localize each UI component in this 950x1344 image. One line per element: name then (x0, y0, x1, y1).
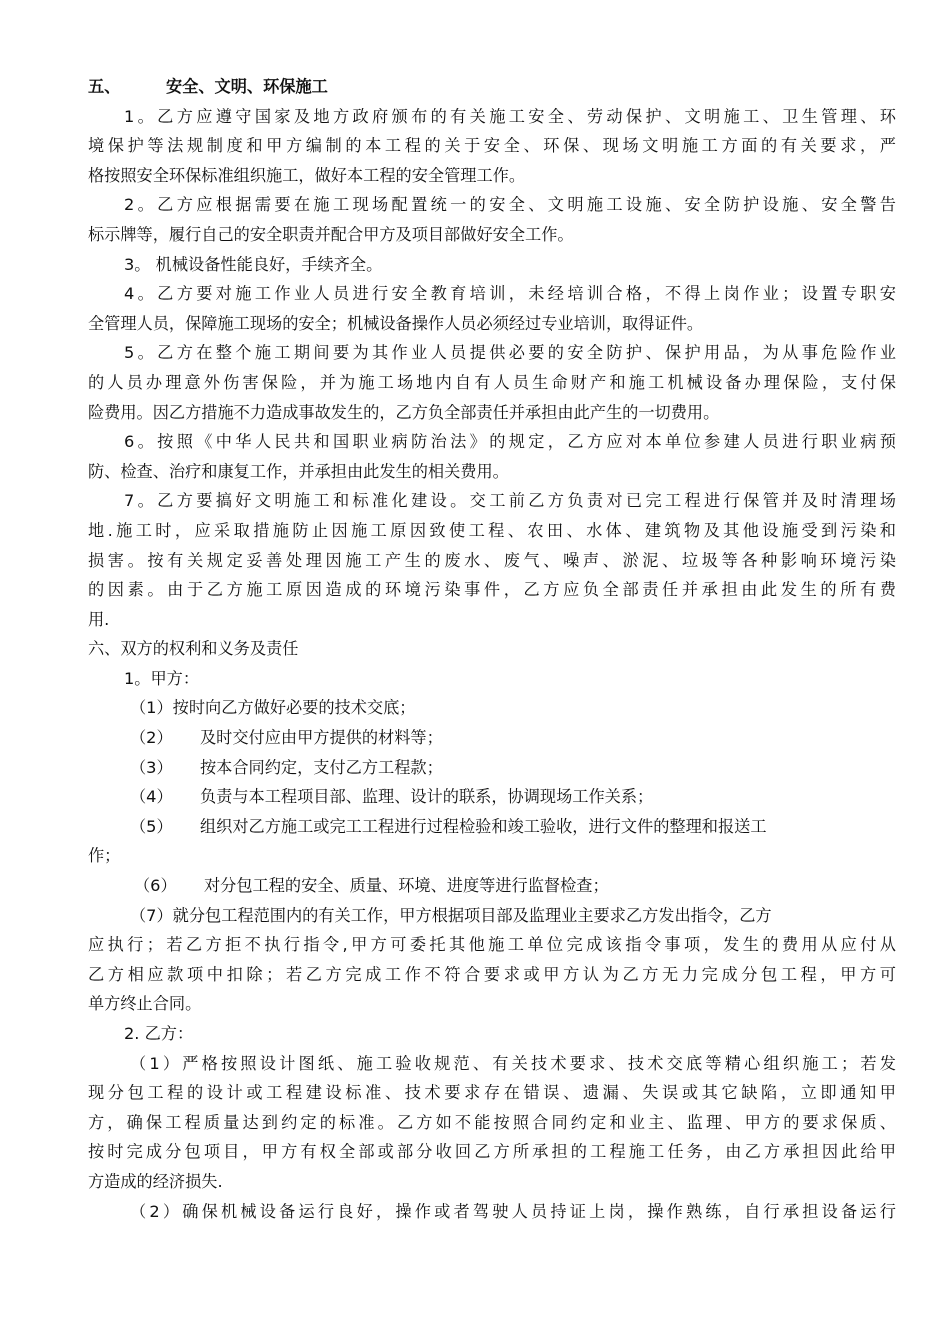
party-a-item-7-line-1 (88, 901, 896, 931)
section-5-number: 五、 (88, 77, 121, 96)
para-4-line-1: 4。乙方要对施工作业人员进行安全教育培训，未经培训合格，不得上岗作业；设置专职安 (124, 284, 896, 304)
party-a-item-3 (88, 753, 896, 783)
item-label: （5） (130, 816, 173, 836)
party-b-header: 2. 乙方： (124, 1024, 194, 1043)
party-a-item-7-line-3: 乙方相应款项中扣除；若乙方完成工作不符合要求或甲方认为乙方无力完成分包工程，甲方可 (88, 964, 896, 984)
item-label: （6） (134, 876, 177, 896)
para-1-line-1: 1。乙方应遵守国家及地方政府颁布的有关施工安全、劳动保护、文明施工、卫生管理、环 (124, 106, 896, 126)
section-6-heading: 六、双方的权利和义务及责任 (88, 639, 299, 659)
para-1-line-3: 格按照安全环保标准组织施工，做好本工程的安全管理工作。 (88, 165, 526, 185)
para-5-line-3: 险费用。因乙方措施不力造成事故发生的，乙方负全部责任并承担由此产生的一切费用。 (88, 402, 720, 422)
para-5-line-2: 的人员办理意外伤害保险，并为施工场地内自有人员生命财产和施工机械设备办理保险，支付保 (88, 372, 896, 392)
item-7-text-c: 乙方发出指令，乙方 (625, 905, 772, 925)
para-7-line-1: 7。乙方要搞好文明施工和标准化建设。交工前乙方负责对已完工程进行保管并及时清理场 (124, 491, 896, 511)
para-3-line-1: 3。 机械设备性能良好，手续齐全。 (124, 254, 383, 274)
item-7-text-b: 根据项目部及监理业主要求 (431, 905, 626, 925)
party-a-item-5 (88, 812, 896, 842)
party-b-item-1-line-3: 方，确保工程质量达到约定的标准。乙方如不能按照合同约定和业主、监理、甲方的要求保质、 (88, 1112, 896, 1132)
item-label: （4） (130, 787, 173, 807)
para-2-line-1: 2。乙方应根据需要在施工现场配置统一的安全、文明施工设施、安全防护设施、安全警告 (124, 195, 896, 215)
para-7-line-5: 用. (88, 609, 110, 629)
item-7-text-a: （7）就分包工程范围内的有关工作，甲方 (130, 905, 432, 925)
para-2-line-2: 标示牌等，履行自己的安全职责并配合甲方及项目部做好安全工作。 (88, 224, 574, 244)
party-a-item-2 (88, 723, 896, 753)
party-a-item-5-cont: 作； (88, 846, 121, 866)
para-5-line-1: 5。乙方在整个施工期间要为其作业人员提供必要的安全防护、保护用品，为从事危险作业 (124, 343, 896, 363)
para-1-line-2: 境保护等法规制度和甲方编制的本工程的关于安全、环保、现场文明施工方面的有关要求，严 (88, 136, 896, 156)
item-text: 组织对乙方施工或完工工程进行过程检验和竣工验收，进行文件的整理和报送工 (200, 816, 767, 836)
party-b-item-1-line-5: 方造成的经济损失. (88, 1171, 223, 1191)
party-a-item-1: （1）按时向乙方做好必要的技术交底； (130, 698, 416, 718)
item-label: （2） (130, 728, 173, 748)
party-a-item-7-line-2: 应执行；若乙方拒不执行指令,甲方可委托其他施工单位完成该指令事项，发生的费用从应付从 (88, 935, 896, 955)
item-text: 负责与本工程项目部、监理、设计的联系，协调现场工作关系； (200, 787, 654, 807)
section-5-heading (88, 72, 896, 102)
party-a-item-6 (88, 871, 896, 901)
document-page (88, 72, 896, 1226)
party-b-item-1-line-1: （1）严格按照设计图纸、施工验收规范、有关技术要求、技术交底等精心组织施工；若发 (130, 1053, 896, 1073)
party-a-item-4 (88, 782, 896, 812)
section-5-title: 安全、文明、环保施工 (166, 77, 328, 96)
item-text: 对分包工程的安全、质量、环境、进度等进行监督检查； (204, 876, 609, 896)
para-7-line-2: 地.施工时，应采取措施防止因施工原因致使工程、农田、水体、建筑物及其他设施受到污染和 (88, 520, 896, 540)
party-a-header: 1。甲方： (124, 668, 200, 688)
para-7-line-3: 损害。按有关规定妥善处理因施工产生的废水、废气、噪声、淤泥、垃圾等各种影响环境污染 (88, 550, 896, 570)
para-6-line-2: 防、检查、治疗和康复工作，并承担由此发生的相关费用。 (88, 461, 509, 481)
para-7-line-4: 的因素。由于乙方施工原因造成的环境污染事件，乙方应负全部责任并承担由此发生的所有费 (88, 580, 896, 600)
party-b-item-1-line-4: 按时完成分包项目，甲方有权全部或部分收回乙方所承担的工程施工任务，由乙方承担因此给甲 (88, 1142, 896, 1162)
para-6-line-1: 6。按照《中华人民共和国职业病防治法》的规定，乙方应对本单位参建人员进行职业病预 (124, 432, 896, 452)
item-text: 按本合同约定，支付乙方工程款； (200, 757, 443, 777)
party-a-item-7-line-4: 单方终止合同。 (88, 994, 202, 1014)
item-label: （3） (130, 757, 173, 777)
item-text: 及时交付应由甲方提供的材料等； (200, 728, 443, 748)
party-b-item-2-line-1: （2）确保机械设备运行良好，操作或者驾驶人员持证上岗，操作熟练，自行承担设备运行 (130, 1201, 896, 1221)
para-4-line-2: 全管理人员，保障施工现场的安全；机械设备操作人员必须经过专业培训，取得证件。 (88, 313, 704, 333)
party-b-item-1-line-2: 现分包工程的设计或工程建设标准、技术要求存在错误、遗漏、失误或其它缺陷，立即通知甲 (88, 1083, 896, 1103)
